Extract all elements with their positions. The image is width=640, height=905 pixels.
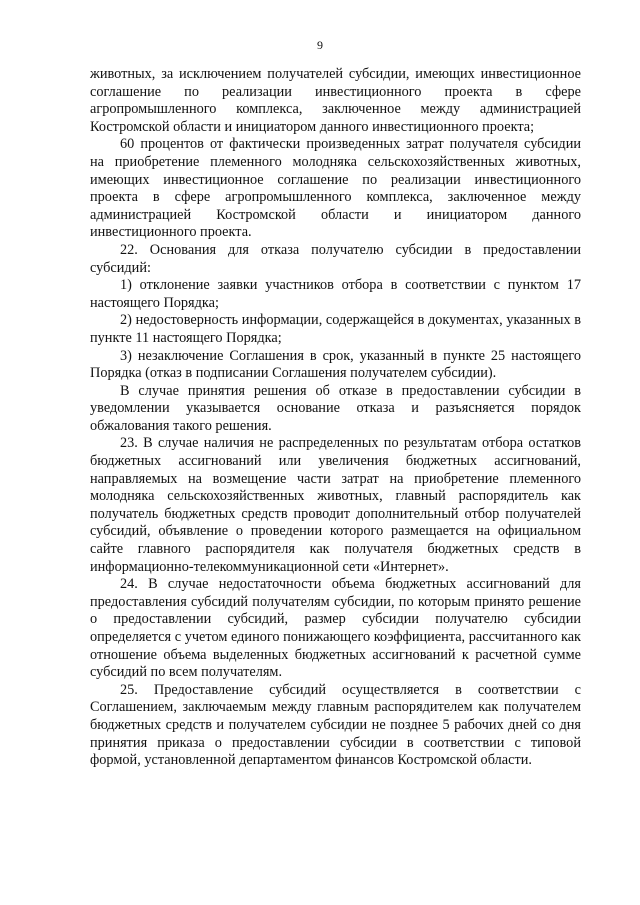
paragraph-60-percent: 60 процентов от фактически произведенных затрат получателя субсидии на приобретение племенного молодняка сельскохозяйственных животных, имеющих инвестиционное соглашение по реализации инвестиционного проекта в сфере агропромышленного комплекса, заключенное между администрацией Костромской области и инициатором данного инвестиционного проекта. (90, 136, 581, 241)
paragraph-refusal-notice: В случае принятия решения об отказе в предоставлении субсидии в уведомлении указывается основание отказа и разъясняется порядок обжалования такого решения. (90, 382, 581, 434)
paragraph-23: 23. В случае наличия не распределенных по результатам отбора остатков бюджетных ассигнований или увеличения бюджетных ассигнований, направляемых на возмещение части затрат на приобретение племенного молодняка сельскохозяйственных животных, главный распорядитель как получатель бюджетных средств проводит дополнительный отбор получателей субсидий, объявление о проведении которого размещается на официальном сайте главного распорядителя как получателя бюджетных средств в информационно-телекоммуникационной сети «Интернет». (90, 435, 581, 575)
page-number: 9 (317, 38, 323, 52)
list-item-3: 3) незаключение Соглашения в срок, указанный в пункте 25 настоящего Порядка (отказ в подписании Соглашения получателем субсидии). (90, 347, 581, 382)
paragraph-22: 22. Основания для отказа получателю субсидии в предоставлении субсидий: (90, 241, 581, 276)
paragraph-continuation: животных, за исключением получателей субсидии, имеющих инвестиционное соглашение по реализации инвестиционного проекта в сфере агропромышленного комплекса, заключенное между администрацией Костромской области и инициатором данного инвестиционного проекта; (90, 66, 581, 135)
list-item-1: 1) отклонение заявки участников отбора в соответствии с пунктом 17 настоящего Порядка; (90, 277, 581, 311)
list-item-2: 2) недостоверность информации, содержащейся в документах, указанных в пункте 11 настоящего Порядка; (90, 312, 581, 346)
paragraph-24: 24. В случае недостаточности объема бюджетных ассигнований для предоставления субсидий получателям субсидии, по которым принято решение о предоставлении субсидий, размер субсидии получателю субсидии определяется с учетом единого понижающего коэффициента, рассчитанного как отношение объема выделенных бюджетных ассигнований к расчетной сумме субсидий по всем получателям. (90, 576, 581, 681)
document-body (90, 66, 581, 770)
paragraph-25: 25. Предоставление субсидий осуществляется в соответствии с Соглашением, заключаемым между главным распорядителем как получателем бюджетных средств и получателем субсидии не позднее 5 рабочих дней со дня принятия приказа о предоставлении субсидии в соответствии с типовой формой, установленной департаментом финансов Костромской области. (90, 681, 581, 769)
